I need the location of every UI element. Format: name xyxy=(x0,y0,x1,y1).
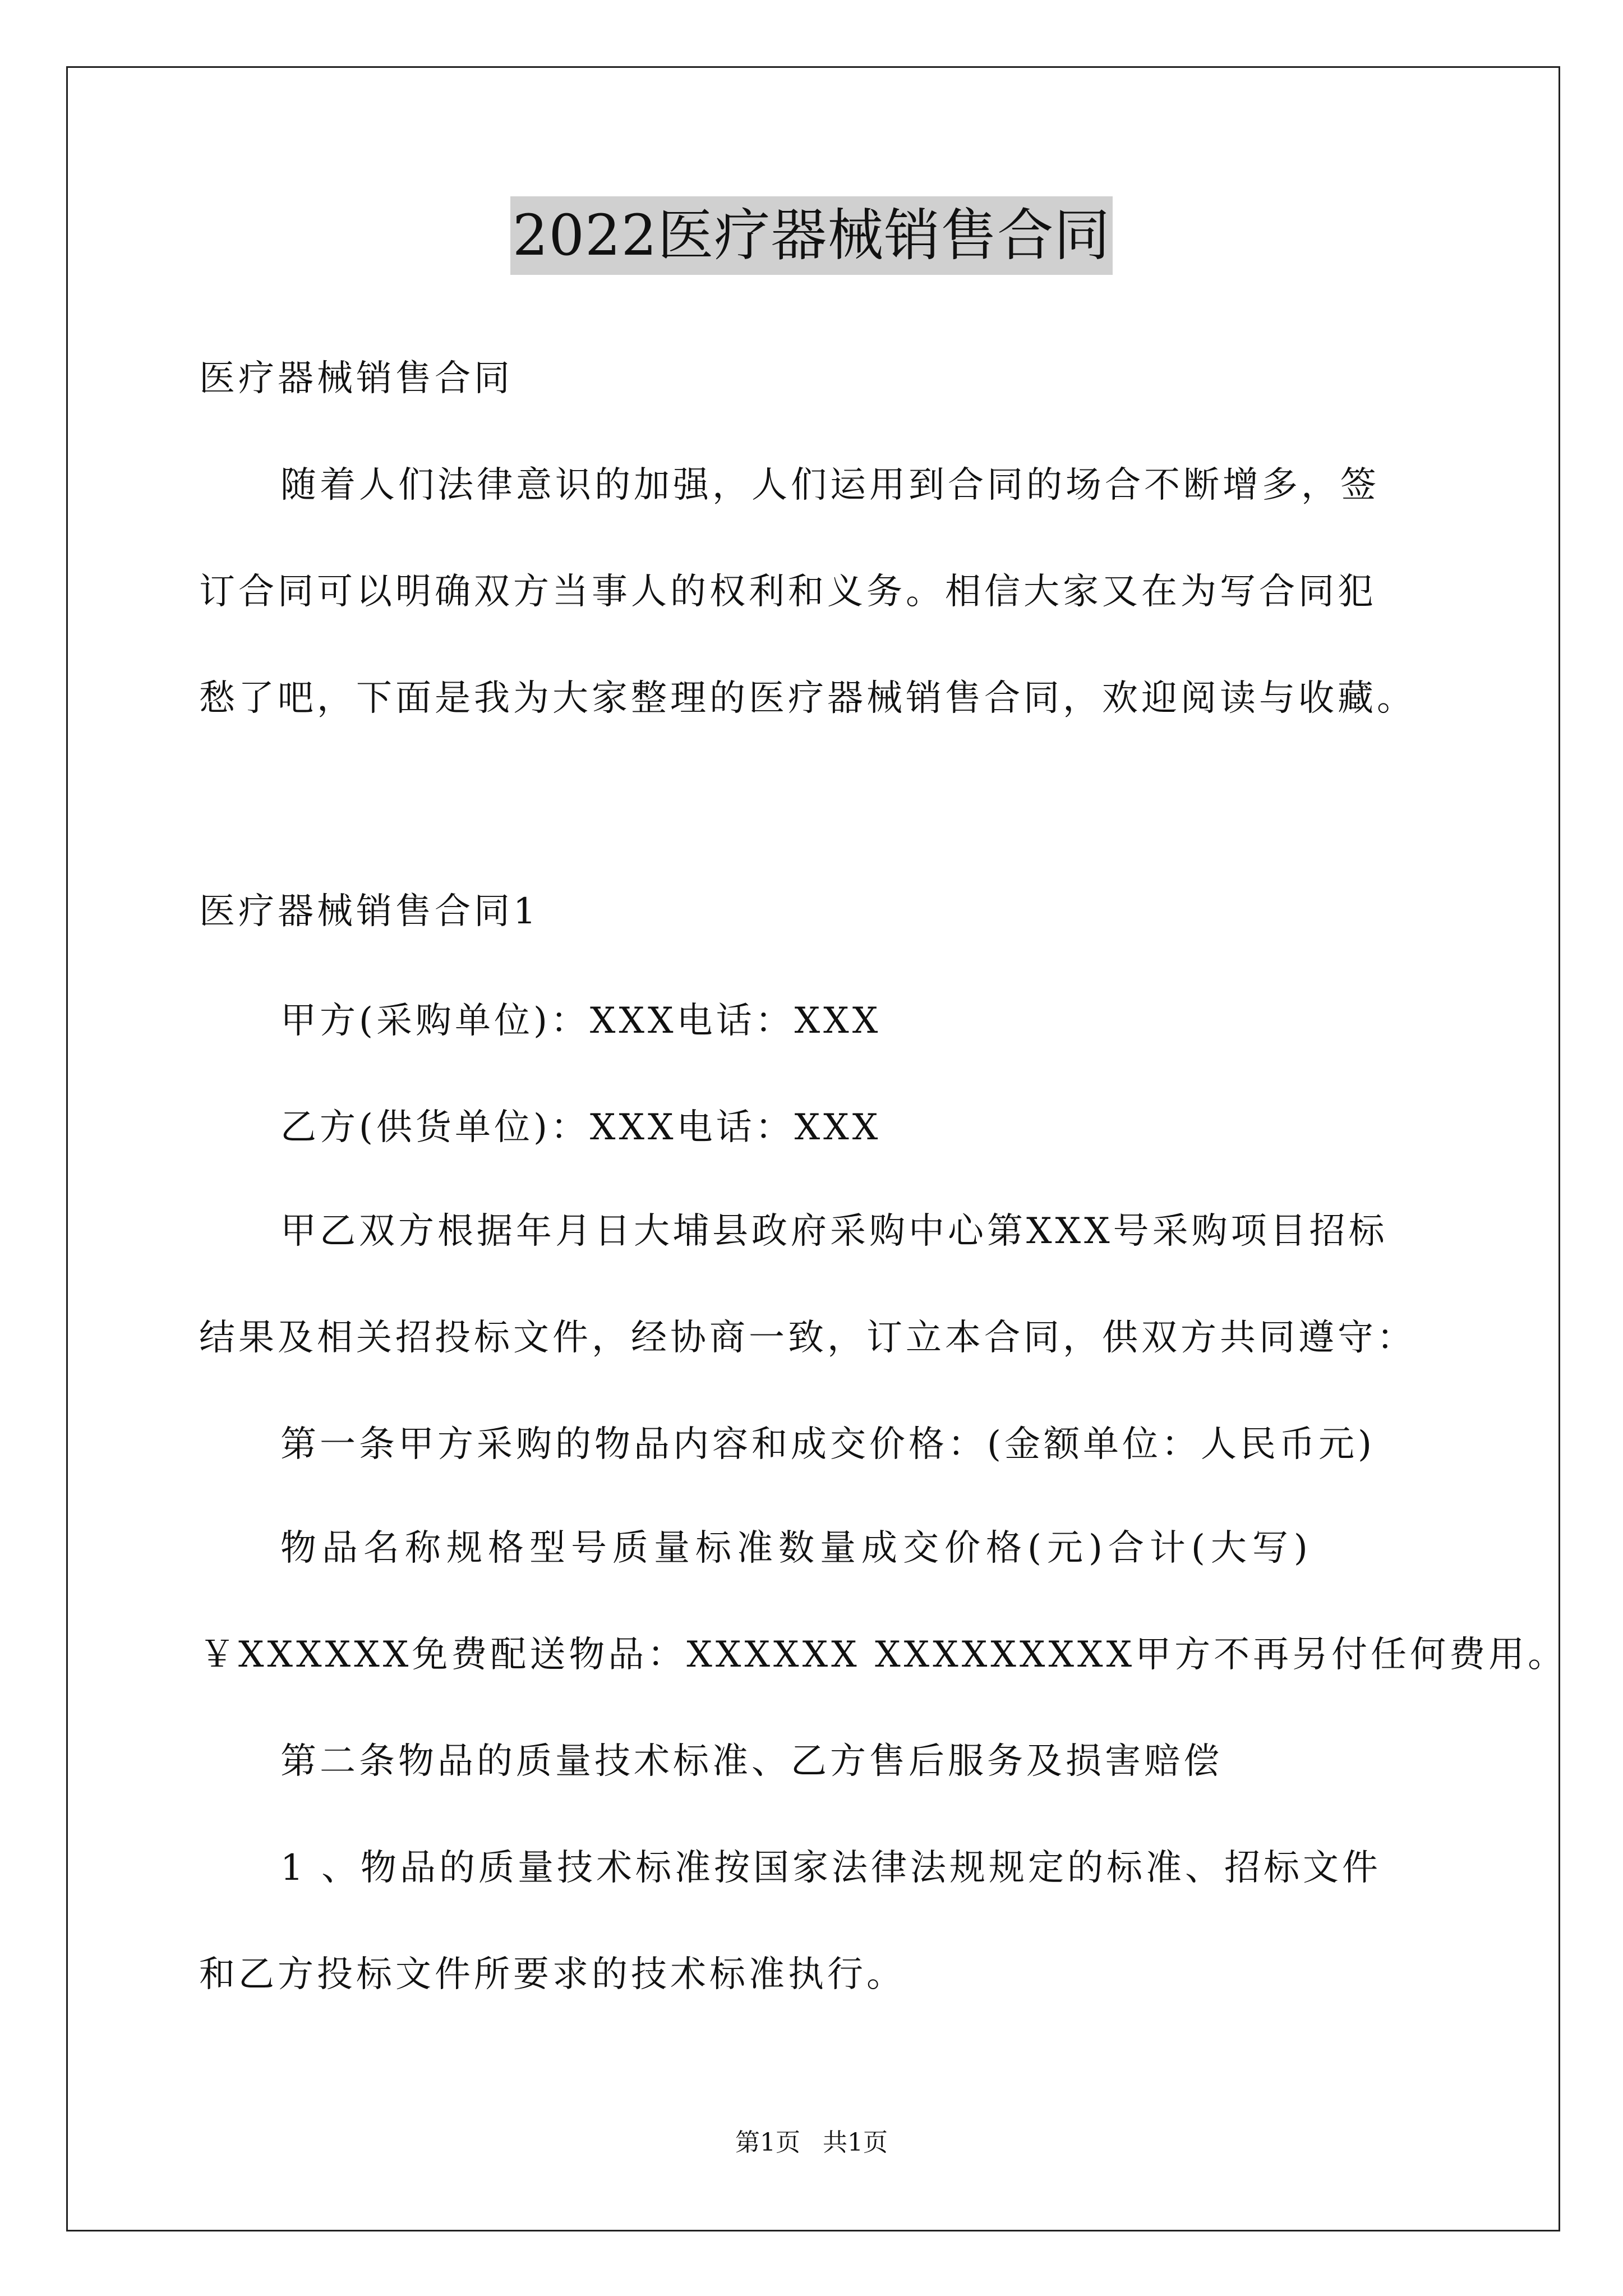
paragraph-line: 结果及相关招投标文件，经协商一致，订立本合同，供双方共同遵守： xyxy=(199,1317,1416,1359)
title-container xyxy=(0,196,1623,275)
paragraph-line: 随着人们法律意识的加强，人们运用到合同的场合不断增多，签 xyxy=(280,464,1380,506)
page-number-total: 共1页 xyxy=(823,2128,888,2157)
article-heading: 第一条甲方采购的物品内容和成交价格：(金额单位：人民币元) xyxy=(280,1424,1375,1465)
paragraph-line: 订合同可以明确双方当事人的权利和义务。相信大家又在为写合同犯 xyxy=(199,571,1377,613)
paragraph-line: 甲乙双方根据年月日大埔县政府采购中心第XXX号采购项目招标 xyxy=(280,1211,1388,1252)
paragraph-line: 愁了吧，下面是我为大家整理的医疗器械销售合同，欢迎阅读与收藏。 xyxy=(199,678,1416,719)
paragraph-line: ￥XXXXXX免费配送物品：XXXXXX XXXXXXXXX甲方不再另付任何费用。 xyxy=(199,1634,1567,1676)
section-heading: 医疗器械销售合同 xyxy=(199,358,513,399)
party-a-line: 甲方(采购单位)：XXX电话：XXX xyxy=(280,1000,882,1042)
article-heading: 第二条物品的质量技术标准、乙方售后服务及损害赔偿 xyxy=(280,1741,1223,1782)
document-title: 2022医疗器械销售合同 xyxy=(510,196,1113,275)
page-number-current: 第1页 xyxy=(735,2128,800,2157)
section-heading: 医疗器械销售合同1 xyxy=(199,891,540,932)
paragraph-line: 物品名称规格型号质量标准数量成交价格(元)合计(大写) xyxy=(280,1527,1313,1569)
page-footer xyxy=(0,2126,1623,2160)
party-b-line: 乙方(供货单位)：XXX电话：XXX xyxy=(280,1107,882,1148)
paragraph-line: 1 、物品的质量技术标准按国家法律法规规定的标准、招标文件 xyxy=(280,1847,1382,1889)
paragraph-line: 和乙方投标文件所要求的技术标准执行。 xyxy=(199,1954,906,1995)
